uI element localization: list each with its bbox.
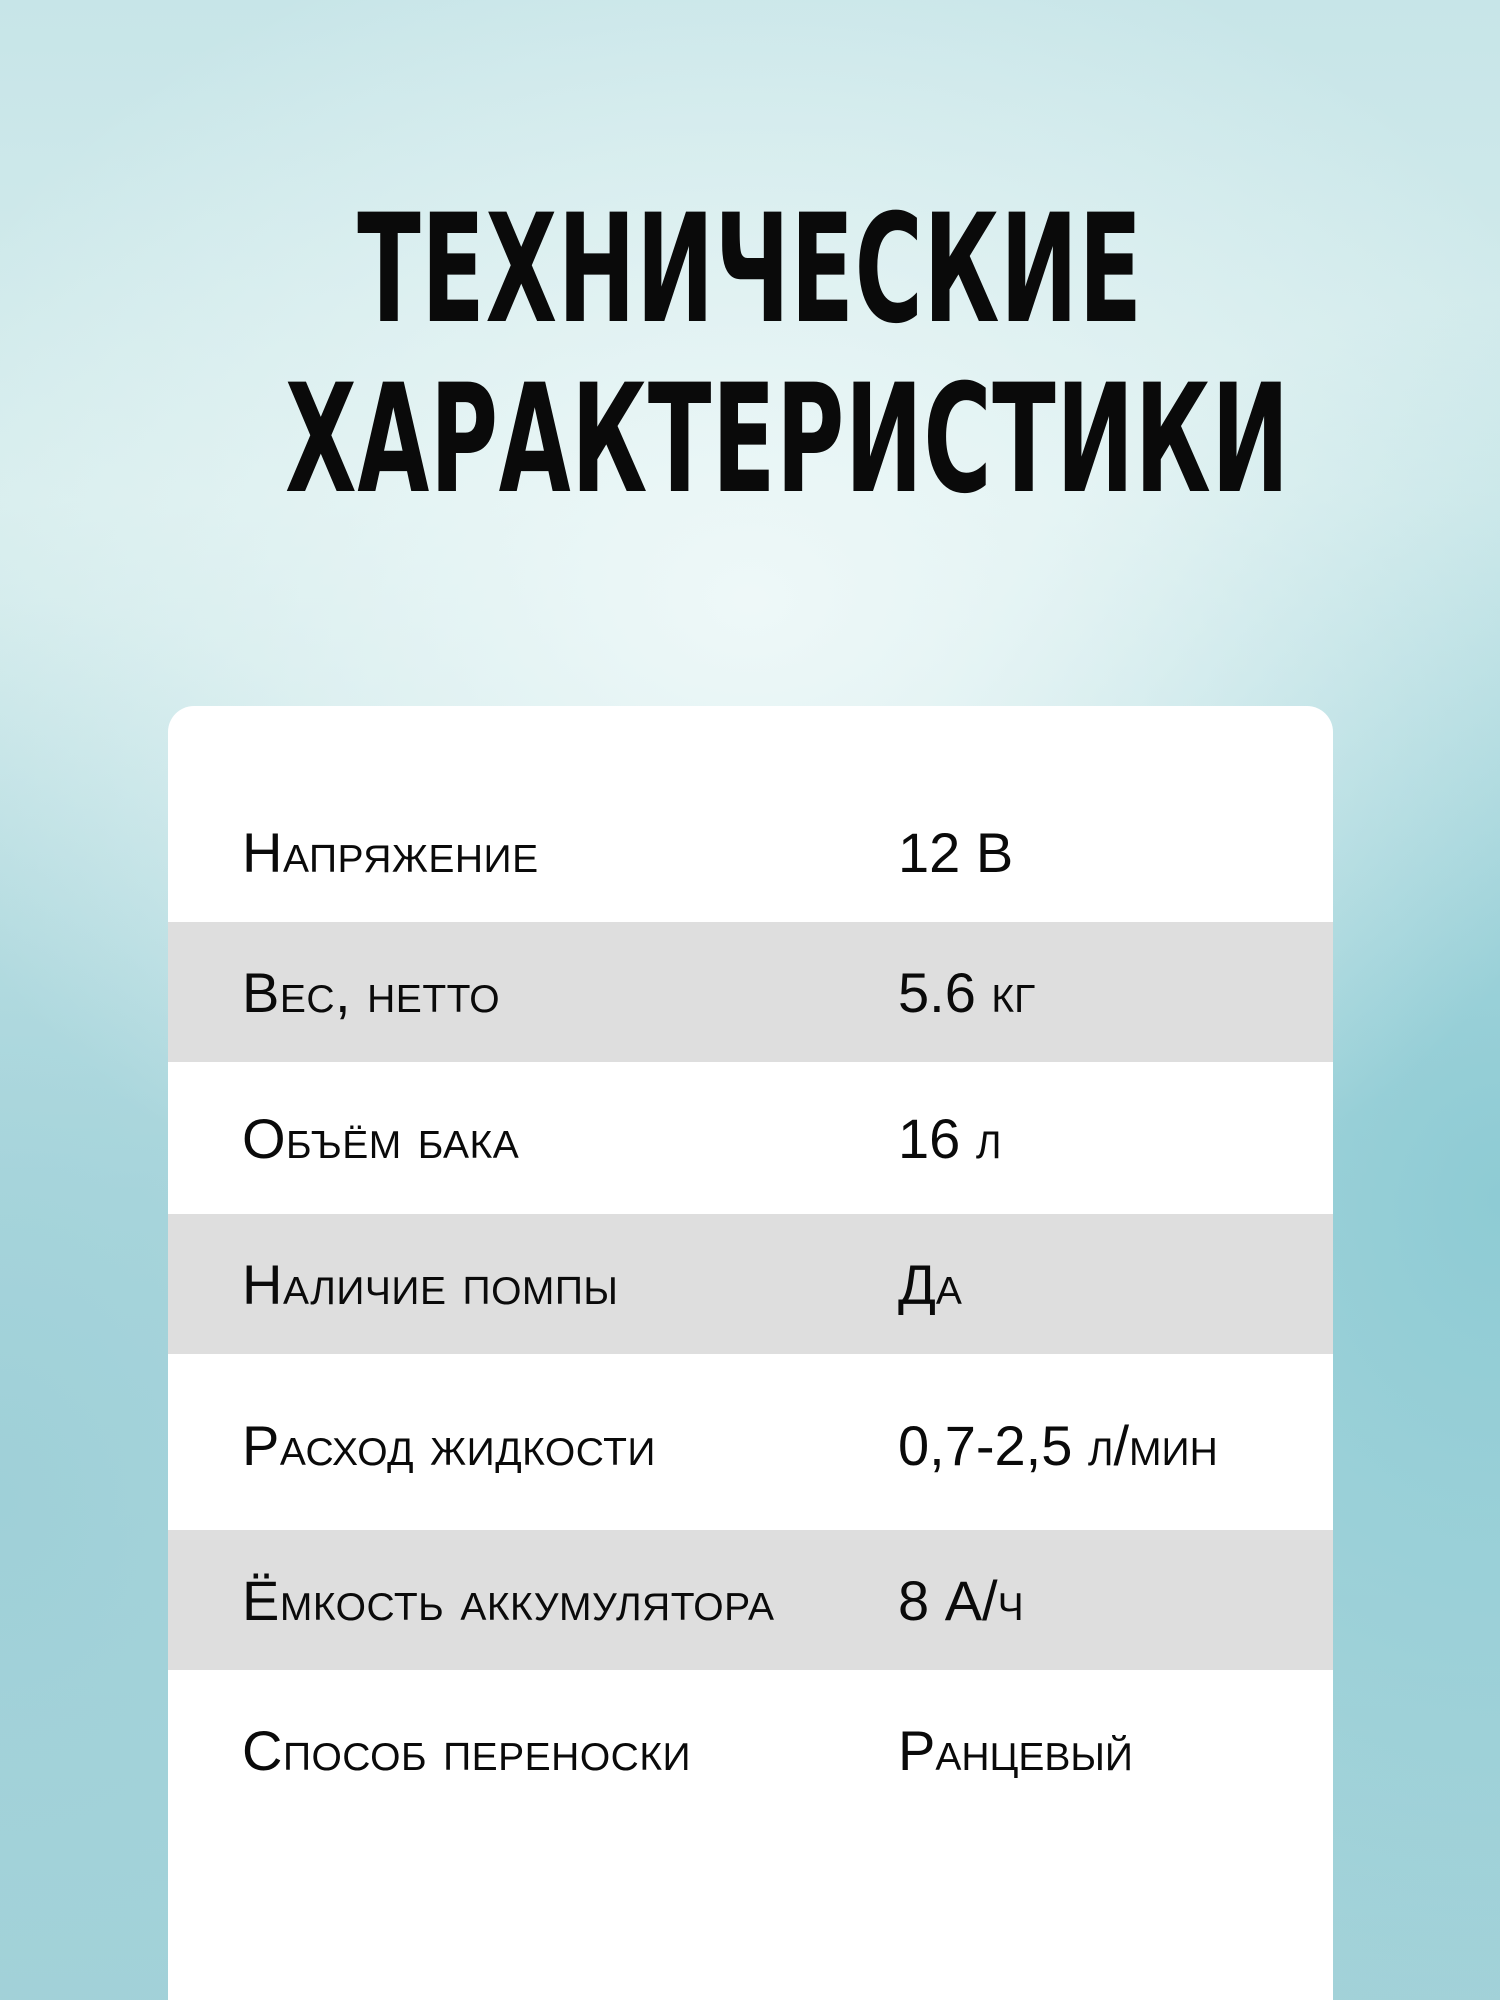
spec-value: 16 л <box>898 1106 1002 1170</box>
spec-label: Ёмкость аккумулятора <box>242 1568 775 1632</box>
spec-value: Ранцевый <box>898 1718 1133 1782</box>
spec-value: 12 В <box>898 820 1014 884</box>
spec-value: Да <box>898 1252 962 1316</box>
spec-label: Расход жидкости <box>242 1413 656 1477</box>
spec-label: Наличие помпы <box>242 1252 619 1316</box>
spec-row-tank-volume <box>168 1062 1333 1214</box>
page-title <box>0 185 1500 525</box>
spec-row-voltage <box>168 776 1333 928</box>
spec-row-weight <box>168 922 1333 1062</box>
spec-row-carry-method <box>168 1670 1333 1830</box>
spec-label: Способ переноски <box>242 1718 692 1782</box>
title-line-2: ХАРАКТЕРИСТИКИ <box>285 353 1290 527</box>
spec-row-pump <box>168 1214 1333 1354</box>
title-line-1: ТЕХНИЧЕСКИЕ <box>357 183 1143 357</box>
spec-row-battery <box>168 1530 1333 1670</box>
specs-card <box>168 706 1333 2000</box>
spec-label: Напряжение <box>242 820 539 884</box>
spec-value: 0,7-2,5 л/мин <box>898 1413 1218 1477</box>
spec-value: 8 А/ч <box>898 1568 1024 1632</box>
spec-label: Вес, нетто <box>242 960 501 1024</box>
spec-row-flow-rate <box>168 1354 1333 1536</box>
spec-label: Объём бака <box>242 1106 520 1170</box>
spec-value: 5.6 кг <box>898 960 1036 1024</box>
